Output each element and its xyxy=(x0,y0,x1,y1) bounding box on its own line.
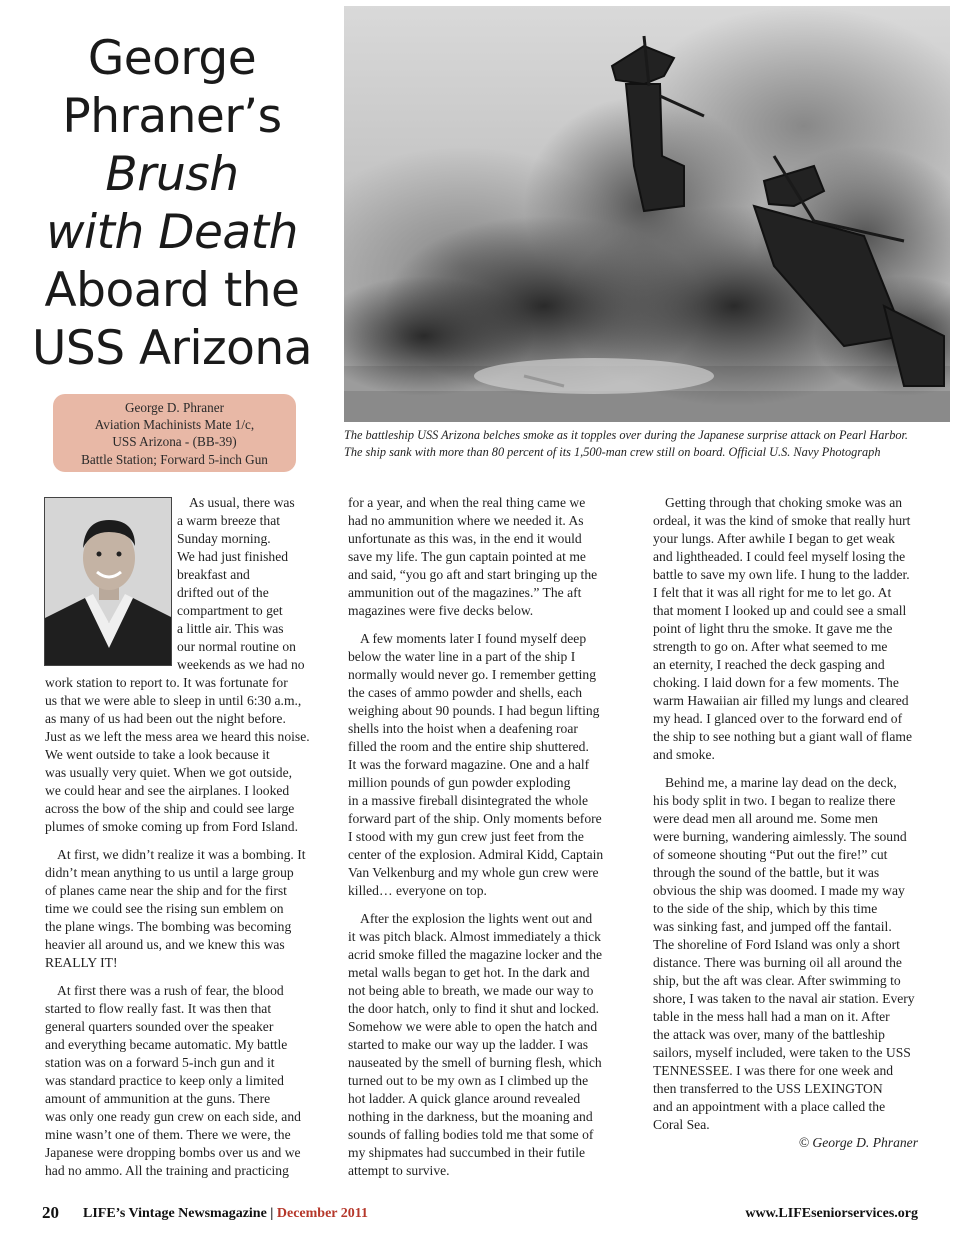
title-line: Phraner’s xyxy=(62,89,282,144)
text-line: was sinking fast, and jumped off the fantail. xyxy=(653,919,892,934)
page-number: 20 xyxy=(42,1203,59,1222)
text-line: and an appointment with a place called the xyxy=(653,1099,886,1114)
text-line: breakfast and xyxy=(177,567,250,582)
text-line: heavier all around us, and we knew this was xyxy=(45,937,285,952)
text-line: Somehow we were able to open the hatch and xyxy=(348,1019,598,1034)
text-line: the door hatch, only to find it shut and locked. xyxy=(348,1001,600,1016)
text-line: weighing about 90 pounds. I had begun lifting xyxy=(348,703,600,718)
magazine-footer xyxy=(83,1206,368,1222)
column1-wrapped-text xyxy=(177,494,327,674)
text-line: a little air. This was xyxy=(177,621,284,636)
text-line: of someone shouting “Put out the fire!” cut xyxy=(653,847,888,862)
text-line: Sunday morning. xyxy=(177,531,271,546)
text-line: the ship to see nothing but a giant wall of flame xyxy=(653,729,912,744)
text-line: time we could see the rising sun emblem on xyxy=(45,901,284,916)
caption-line: The battleship USS Arizona belches smoke as it topples over during the Japanese surprise attack on Pearl Harbor. xyxy=(344,428,909,442)
text-line: Just as we left the mess area we heard this noise. xyxy=(45,729,310,744)
text-line: sailors, myself included, were taken to the USS xyxy=(653,1045,911,1060)
text-line: acrid smoke filled the magazine locker and the xyxy=(348,947,603,962)
text-line: plumes of smoke coming up from Ford Island. xyxy=(45,819,298,834)
text-line: distance. There was burning oil all around the xyxy=(653,955,902,970)
text-line: nothing in the darkness, but the moaning and xyxy=(348,1109,593,1124)
text-line: After the explosion the lights went out and xyxy=(360,911,593,926)
text-line: point of light thru the smoke. It gave me the xyxy=(653,621,893,636)
text-line: weekends as we had no xyxy=(177,657,305,672)
text-line: Getting through that choking smoke was an xyxy=(665,495,903,510)
copyright-notice: © George D. Phraner xyxy=(798,1135,918,1150)
text-line: across the bow of the ship and could see large xyxy=(45,801,295,816)
text-line: drifted out of the xyxy=(177,585,269,600)
text-line: amount of ammunition at the guns. There xyxy=(45,1091,271,1106)
text-line: was only one ready gun crew on each side, and xyxy=(45,1109,301,1124)
author-portrait-image xyxy=(45,498,172,666)
caption-line: The ship sank with more than 80 percent of its 1,500-man crew still on board. Official U.S. Navy Photograph xyxy=(344,445,881,459)
text-line: the attack was over, many of the battleship xyxy=(653,1027,885,1042)
text-line: hot ladder. A quick glance around revealed xyxy=(348,1091,581,1106)
text-line: the cases of ammo powder and shells, each xyxy=(348,685,583,700)
text-line: save my life. The gun captain pointed at me xyxy=(348,549,586,564)
text-line: center of the explosion. Admiral Kidd, Captain xyxy=(348,847,604,862)
author-portrait xyxy=(44,497,172,666)
text-line: and said, “you go aft and start bringing up the xyxy=(348,567,598,582)
text-line: we could hear and see the airplanes. I looked xyxy=(45,783,290,798)
text-line: it was pitch black. Almost immediately a thick xyxy=(348,929,601,944)
uss-arizona-photo-image xyxy=(344,6,950,422)
byline-line: George D. Phraner xyxy=(125,400,224,415)
text-line: ordeal, it was the kind of smoke that really hurt xyxy=(653,513,911,528)
text-line: warm Hawaiian air filled my lungs and cleared xyxy=(653,693,909,708)
text-line: The shoreline of Ford Island was only a short xyxy=(653,937,900,952)
website-url[interactable]: www.LIFEseniorservices.org xyxy=(745,1206,918,1221)
text-line: forward part of the ship. Only moments before xyxy=(348,811,602,826)
text-line: sounds of falling bodies told me that some of xyxy=(348,1127,594,1142)
photo-caption xyxy=(344,427,944,461)
author-byline-box xyxy=(53,394,296,472)
text-line: then transferred to the USS LEXINGTON xyxy=(653,1081,883,1096)
text-line: killed… everyone on top. xyxy=(348,883,487,898)
text-line: strength to go on. After what seemed to me xyxy=(653,639,888,654)
text-line: that moment I looked up and could see a small xyxy=(653,603,907,618)
text-line: general quarters sounded over the speaker xyxy=(45,1019,274,1034)
text-line: your lungs. After awhile I began to get weak xyxy=(653,531,895,546)
text-line: started to flow really fast. It was then that xyxy=(45,1001,272,1016)
text-line: and lightheaded. I could feel myself losing the xyxy=(653,549,906,564)
text-line: had no ammo. All the training and practicing xyxy=(45,1163,289,1178)
title-line: George xyxy=(87,31,257,86)
text-line: TENNESSEE. I was there for one week and xyxy=(653,1063,894,1078)
text-line: through the sound of the battle, but it was xyxy=(653,865,880,880)
text-line: didn’t mean anything to us until a large group xyxy=(45,865,294,880)
text-line: had no ammunition where we needed it. As xyxy=(348,513,584,528)
text-line: compartment to get xyxy=(177,603,283,618)
text-line: obvious the ship was doomed. I made my way xyxy=(653,883,905,898)
text-line: was usually very quiet. When we got outside, xyxy=(45,765,293,780)
text-line: in a massive fireball disintegrated the whole xyxy=(348,793,589,808)
text-line: mine wasn’t one of them. There we were, the xyxy=(45,1127,291,1142)
text-line: and smoke. xyxy=(653,747,715,762)
text-line: my shipmates had succumbed in their futile xyxy=(348,1145,586,1160)
byline-line: Aviation Machinists Mate 1/c, xyxy=(94,417,255,433)
text-line: At first there was a rush of fear, the blood xyxy=(57,983,284,998)
article-title xyxy=(12,30,332,378)
text-line: our normal routine on xyxy=(177,639,296,654)
text-line: a warm breeze that xyxy=(177,513,281,528)
text-line: to the side of the ship, which by this time xyxy=(653,901,878,916)
text-line: battle to save my own life. I hung to the ladder. xyxy=(653,567,910,582)
text-line: the plane wings. The bombing was becoming xyxy=(45,919,292,934)
text-line: started to make our way up the ladder. I was xyxy=(348,1037,589,1052)
text-line: We had just finished xyxy=(177,549,289,564)
text-line: At first, we didn’t realize it was a bombing. It xyxy=(57,847,306,862)
text-line: metal walls began to get hot. In the dark and xyxy=(348,965,590,980)
text-line: an eternity, I reached the deck gasping and xyxy=(653,657,885,672)
text-line: We went outside to take a look because it xyxy=(45,747,270,762)
title-line: Brush xyxy=(105,147,239,202)
text-line: A few moments later I found myself deep xyxy=(360,631,587,646)
byline-line: Battle Station; Forward 5-inch Gun xyxy=(81,451,268,467)
text-line: I stood with my gun crew just feet from the xyxy=(348,829,584,844)
text-line: unfortunate as this was, in the end it would xyxy=(348,531,582,546)
magazine-name: LIFE’s Vintage Newsmagazine | xyxy=(83,1206,274,1221)
text-line: magazines were five decks below. xyxy=(348,603,534,618)
text-line: my head. I glanced over to the forward end of xyxy=(653,711,903,726)
text-line: turned out to be my own as I climbed up the xyxy=(348,1073,589,1088)
text-line: as many of us had been out the night before. xyxy=(45,711,286,726)
text-line: Japanese were dropping bombs over us and we xyxy=(45,1145,301,1160)
text-line: table in the mess hall had a man on it. After xyxy=(653,1009,890,1024)
text-line: and everything became automatic. My battle xyxy=(45,1037,288,1052)
text-line: It was the forward magazine. One and a half xyxy=(348,757,590,772)
text-line: I felt that it was all right for me to let go. At xyxy=(653,585,892,600)
text-line: were burning, wandering aimlessly. The sound xyxy=(653,829,907,844)
column2-text xyxy=(348,494,618,1180)
text-line: were dead men all around me. Some men xyxy=(653,811,878,826)
text-line: station was on a forward 5-inch gun and it xyxy=(45,1055,275,1070)
text-line: of planes came near the ship and for the first xyxy=(45,883,287,898)
text-line: work station to report to. It was fortunate for xyxy=(45,675,288,690)
text-line: not being able to breath, we made our way to xyxy=(348,983,594,998)
text-line: filled the room and the entire ship shuttered. xyxy=(348,739,589,754)
title-line: USS Arizona xyxy=(31,321,313,376)
text-line: Van Velkenburg and my whole gun crew were xyxy=(348,865,599,880)
text-line: nauseated by the smell of burning flesh, which xyxy=(348,1055,602,1070)
text-line: attempt to survive. xyxy=(348,1163,450,1178)
text-line: REALLY IT! xyxy=(45,955,118,970)
text-line: As usual, there was xyxy=(189,495,295,510)
column1-text xyxy=(45,674,315,1180)
text-line: Behind me, a marine lay dead on the deck, xyxy=(665,775,897,790)
text-line: million pounds of gun powder exploding xyxy=(348,775,571,790)
text-line: for a year, and when the real thing came we xyxy=(348,495,586,510)
text-line: choking. I laid down for a few moments. The xyxy=(653,675,899,690)
text-line: was standard practice to keep only a limited xyxy=(45,1073,284,1088)
text-line: below the water line in a part of the ship I xyxy=(348,649,576,664)
title-line: with Death xyxy=(46,205,298,260)
column3-text xyxy=(653,494,923,1152)
title-line: Aboard the xyxy=(44,263,300,318)
byline-line: USS Arizona - (BB-39) xyxy=(112,434,237,450)
text-line: normally would never go. I remember getting xyxy=(348,667,597,682)
text-line: Coral Sea. xyxy=(653,1117,710,1132)
text-line: shells into the hoist when a deafening roar xyxy=(348,721,578,736)
text-line: ammunition out of the magazines.” The aft xyxy=(348,585,582,600)
text-line: shore, I was taken to the naval air station. Every xyxy=(653,991,915,1006)
uss-arizona-photo xyxy=(344,6,950,422)
issue-date: December 2011 xyxy=(276,1206,368,1221)
text-line: us that we were able to sleep in until 6:30 a.m., xyxy=(45,693,302,708)
text-line: ship, but the aft was clear. After swimming to xyxy=(653,973,901,988)
text-line: his body split in two. I began to realize there xyxy=(653,793,896,808)
